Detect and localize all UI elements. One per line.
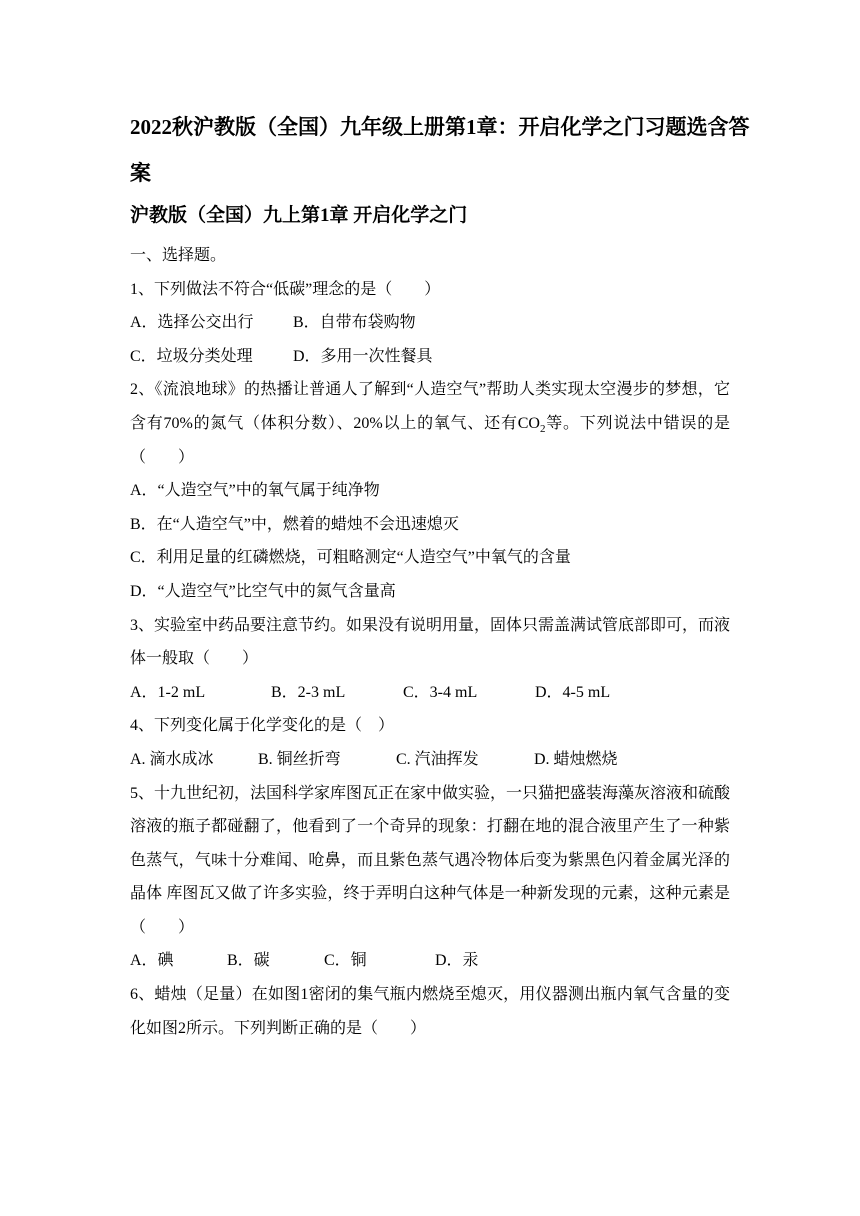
chapter-subtitle: 沪教版（全国）九上第1章 开启化学之门 <box>130 205 468 226</box>
question-1-option-c: C．垃圾分类处理 <box>130 347 253 365</box>
question-5-option-b: B．碳 <box>227 952 270 970</box>
question-4-options-row <box>130 743 730 777</box>
section-heading: 一、选择题。 <box>130 247 227 264</box>
question-1-stem: 1、下列做法不符合“低碳”理念的是（ ） <box>130 280 441 298</box>
question-3-option-d: D．4-5 mL <box>535 683 611 701</box>
question-2-stem-part-1: 2、《流浪地球》的热播让普通人了解到“人造空气”帮助人类实现太空漫步的梦想，它含有70%的氮气（体积分数）、20%以上的氧气、还有CO <box>130 381 730 432</box>
question-4-option-b: B. 铜丝折弯 <box>258 750 341 768</box>
question-1-options-row-1 <box>130 306 730 340</box>
question-1-options-row-2 <box>130 340 730 374</box>
question-2-option-d: D．“人造空气”比空气中的氮气含量高 <box>130 582 396 600</box>
question-3-option-a: A．1-2 mL <box>130 683 206 701</box>
question-2-option-a: A．“人造空气”中的氧气属于纯净物 <box>130 482 380 500</box>
question-5-stem: 5、十九世纪初，法国科学家库图瓦正在家中做实验，一只猫把盛装海藻灰溶液和硫酸溶液的瓶子都碰翻了，他看到了一个奇异的现象：打翻在地的混合液里产生了一种紫色蒸气，气味十分难闻、呛鼻，而且紫色蒸气遇冷物体后变为紫黑色闪着金属光泽的晶体 库图瓦又做了许多实验，终于弄明白这种气体是一种新发现的元素，这种元素是（ ） <box>130 784 731 936</box>
question-3-option-b: B．2-3 mL <box>271 683 346 701</box>
question-4-option-a: A. 滴水成冰 <box>130 750 214 768</box>
question-content <box>130 239 730 1045</box>
question-5-option-d: D．汞 <box>435 952 479 970</box>
question-2-option-c: C．利用足量的红磷燃烧，可粗略测定“人造空气”中氧气的含量 <box>130 549 571 567</box>
question-4-option-c: C. 汽油挥发 <box>396 750 479 768</box>
question-3-options-row <box>130 676 730 710</box>
question-2-stem-part-2: 等。下列说法中错误的是（ ） <box>130 414 730 466</box>
question-1-option-b: B．自带布袋购物 <box>293 314 416 332</box>
question-5-option-a: A．碘 <box>130 952 174 970</box>
question-4-option-d: D. 蜡烛燃烧 <box>534 750 618 768</box>
question-5-options-row <box>130 944 730 978</box>
document-title-text: 2022秋沪教版（全国）九年级上册第1章：开启化学之门习题选含答案 <box>130 115 750 185</box>
question-6-stem: 6、蜡烛（足量）在如图1密闭的集气瓶内燃烧至熄灭，用仪器测出瓶内氧气含量的变化如图2所示。下列判断正确的是（ ） <box>130 986 730 1037</box>
question-3-stem: 3、实验室中药品要注意节约。如果没有说明用量，固体只需盖满试管底部即可，而液体一般取（ ） <box>130 616 731 668</box>
question-4-stem: 4、下列变化属于化学变化的是（ ） <box>130 717 395 735</box>
question-2-option-b: B．在“人造空气”中，燃着的蜡烛不会迅速熄灭 <box>130 515 459 533</box>
document-title <box>130 104 750 196</box>
question-1-option-d: D．多用一次性餐具 <box>293 347 433 365</box>
question-1-option-a: A．选择公交出行 <box>130 314 254 332</box>
question-2-stem <box>130 373 730 474</box>
question-5-option-c: C．铜 <box>324 952 367 970</box>
question-3-option-c: C．3-4 mL <box>403 683 478 701</box>
question-2-stem-subscript: 2 <box>539 423 546 436</box>
